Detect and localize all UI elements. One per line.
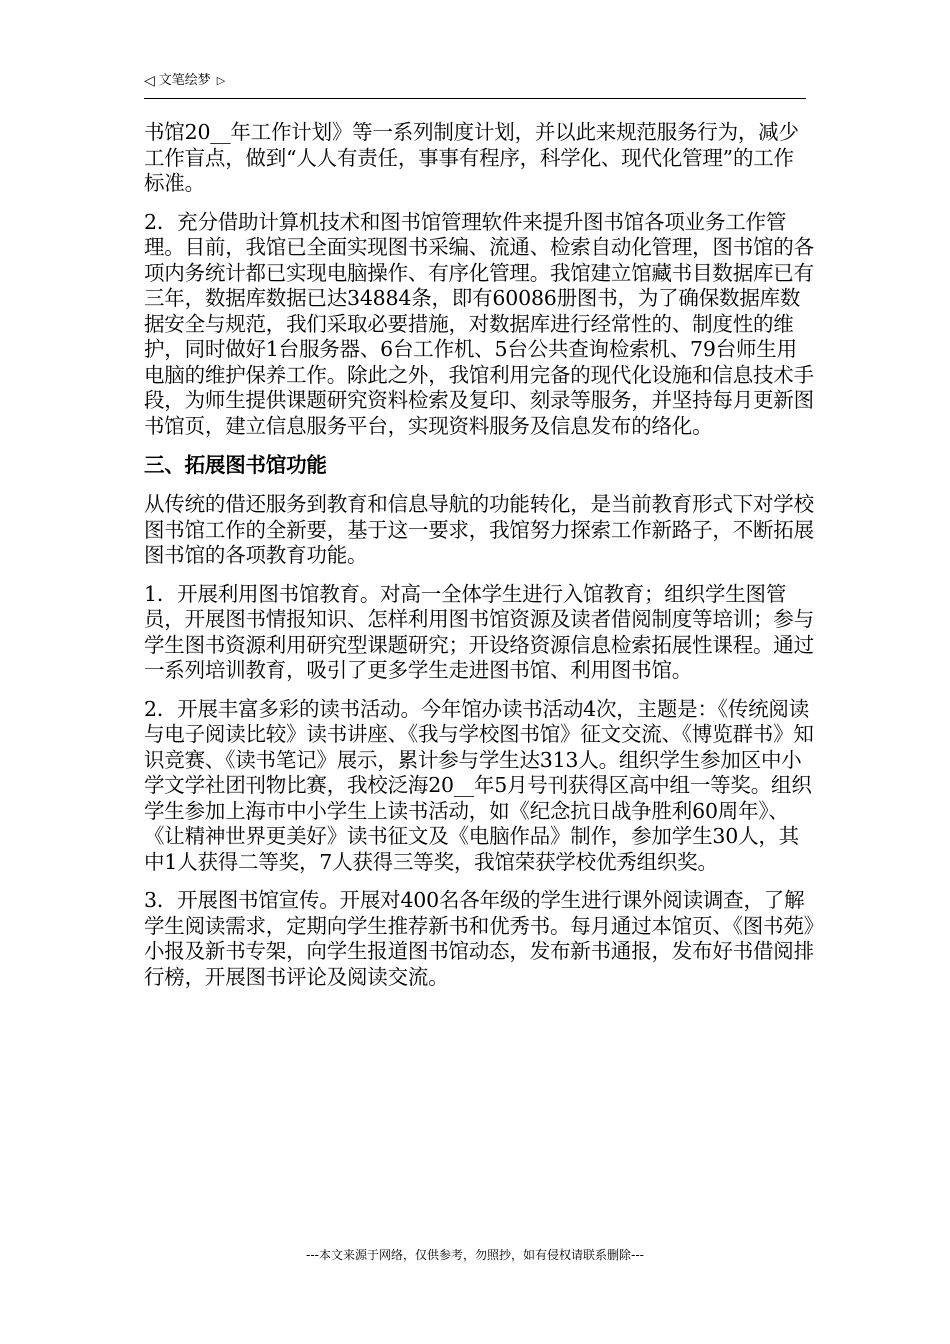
brand-name: 文笔绘梦 xyxy=(158,73,211,88)
triangle-left-icon: ◁ xyxy=(144,73,155,89)
paragraph-4: 1．开展利用图书馆教育。对高一全体学生进行入馆教育；组织学生图管员，开展图书情报知识、怎样利用图书馆资源及读者借阅制度等培训；参与学生图书资源利用研究型课题研究；开设络资源信息检索拓展性课程。通过一系列培训教育，吸引了更多学生走进图书馆、利用图书馆。 xyxy=(144,581,814,682)
section-heading: 三、拓展图书馆功能 xyxy=(144,453,327,477)
paragraph-2: 2．充分借助计算机技术和图书馆管理软件来提升图书馆各项业务工作管理。目前，我馆已全面实现图书采编、流通、检索自动化管理，图书馆的各项内务统计都已实现电脑操作、有序化管理。我馆建立馆藏书目数据库已有三年，数据库数据已达34884条，即有60086册图书，为了确保数据库数据安全与规范，我们采取必要措施，对数据库进行经常性的、制度性的维护，同时做好1台服务器、6台工作机、5台公共查询检索机、79台师生用电脑的维护保养工作。除此之外，我馆利用完备的现代化设施和信息技术手段，为师生提供课题研究资料检索及复印、刻录等服务，并坚持每月更新图书馆页，建立信息服务平台，实现资料服务及信息发布的络化。 xyxy=(144,209,814,438)
brand-logo xyxy=(144,72,806,90)
paragraph-1: 书馆20__年工作计划》等一系列制度计划，并以此来规范服务行为，减少工作盲点，做到“人人有责任，事事有程序，科学化、现代化管理”的工作标准。 xyxy=(144,120,799,195)
triangle-right-icon: ▷ xyxy=(216,74,226,87)
paragraph-6: 3．开展图书馆宣传。开展对400名各年级的学生进行课外阅读调查，了解学生阅读需求，定期向学生推荐新书和优秀书。每月通过本馆页、《图书苑》小报及新书专架，向学生报道图书馆动态，发布新书通报，发布好书借阅排行榜，开展图书评论及阅读交流。 xyxy=(144,888,814,989)
document-body xyxy=(144,120,814,1003)
paragraph-5: 2．开展丰富多彩的读书活动。今年馆办读书活动4次，主题是：《传统阅读与电子阅读比较》读书讲座、《我与学校图书馆》征文交流、《博览群书》知识竞赛、《读书笔记》展示，累计参与学生达313人。组织学生参加区中小学文学社团刊物比赛，我校泛海20__年5月号刊获得区高中组一等奖。组织学生参加上海市中小学生上读书活动，如《纪念抗日战争胜利60周年》、《让精神世界更美好》读书征文及《电脑作品》制作，参加学生30人，其中1人获得二等奖，7人获得三等奖，我馆荣获学校优秀组织奖。 xyxy=(144,696,814,874)
footer-disclaimer: ---本文来源于网络，仅供参考，勿照抄，如有侵权请联系删除--- xyxy=(306,1248,644,1262)
page-header xyxy=(144,72,806,99)
paragraph-3: 从传统的借还服务到教育和信息导航的功能转化，是当前教育形式下对学校图书馆工作的全新要，基于这一要求，我馆努力探索工作新路子，不断拓展图书馆的各项教育功能。 xyxy=(144,492,814,567)
